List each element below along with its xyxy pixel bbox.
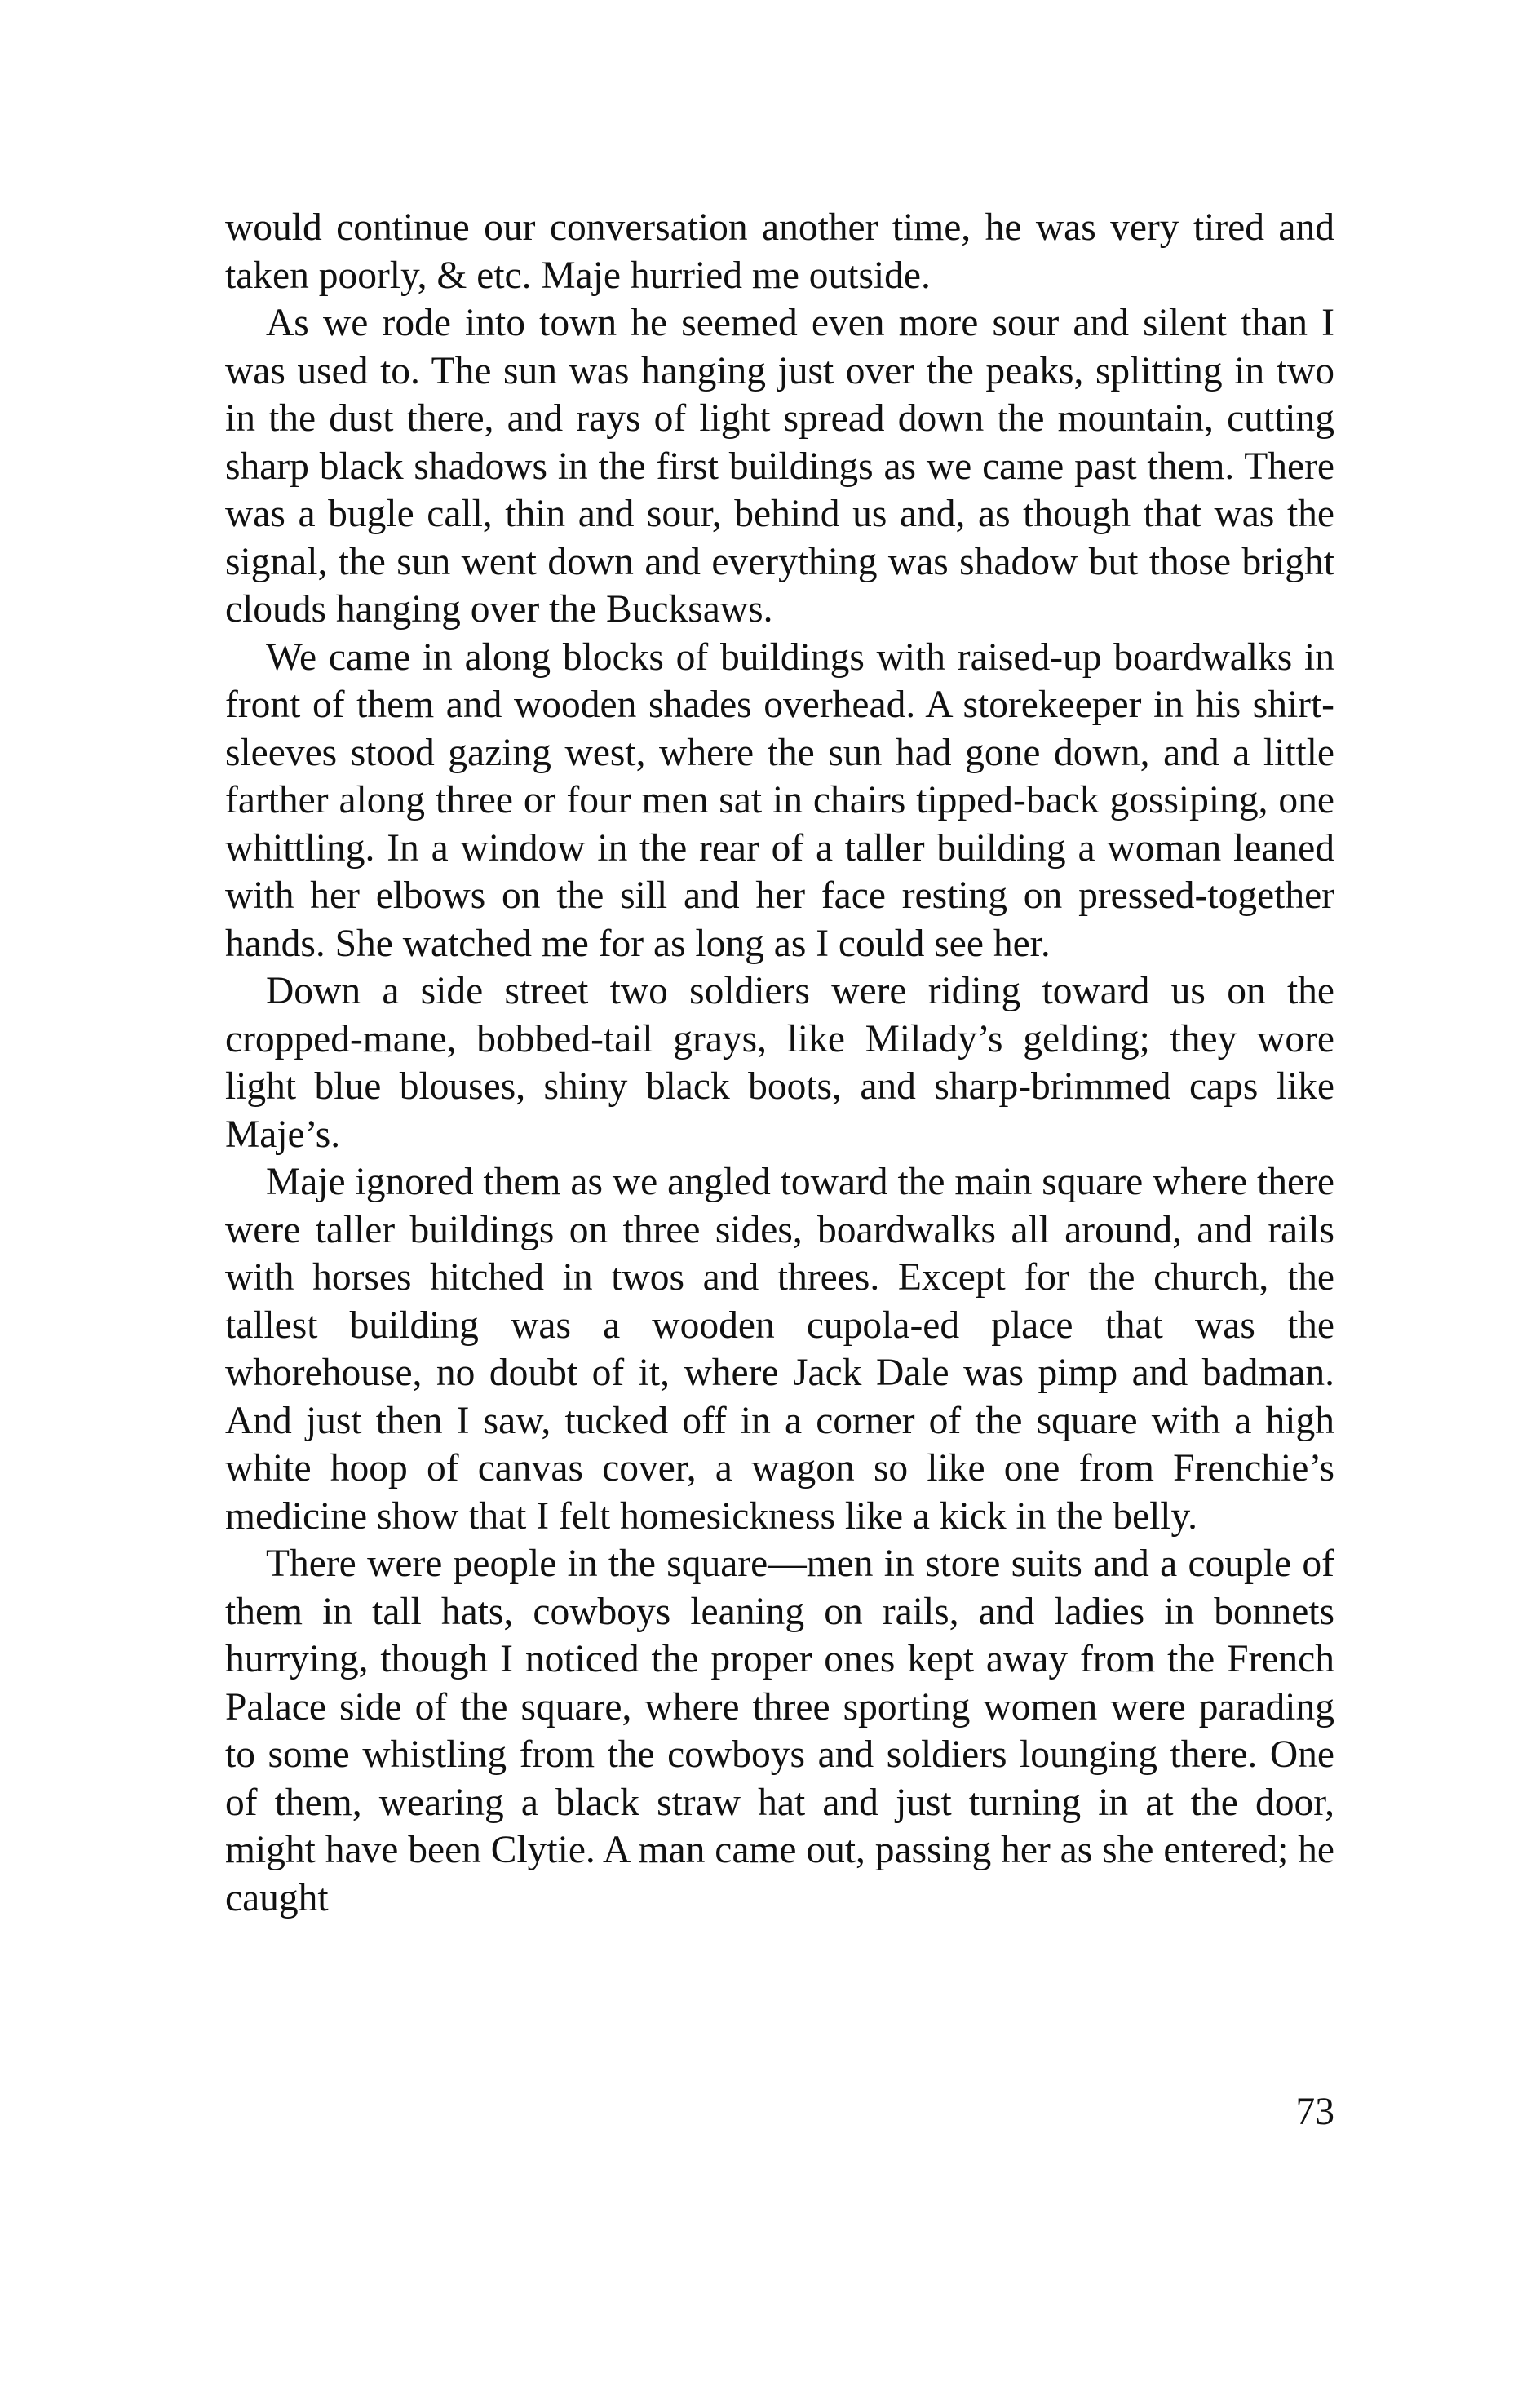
paragraph-1: would continue our conversation another time, he was very tired and taken poorly, & etc. Maje hurried me outside. [225,206,1334,297]
paragraph-3: We came in along blocks of buildings with raised-up boardwalks in front of them and wooden shades overhead. A storekeeper in his shirt-sleeves stood gazing west, where the sun had gone down, and a little farther along three or four men sat in chairs tipped-back gossiping, one whittling. In a window in the rear of a taller building a woman leaned with her elbows on the sill and her face resting on pressed-together hands. She watched me for as long as I could see her. [225,635,1334,965]
paragraph-2: As we rode into town he seemed even more sour and silent than I was used to. The sun was hanging just over the peaks, splitting in two in the dust there, and rays of light spread down the mountain, cutting sharp black shadows in the first buildings as we came past them. There was a bugle call, thin and sour, behind us and, as though that was the signal, the sun went down and everything was shadow but those bright clouds hanging over the Bucksaws. [225,302,1334,631]
paragraph-5: Maje ignored them as we angled toward the main square where there were taller buildings on three sides, boardwalks all around, and rails with horses hitched in twos and threes. Except for the church, the tallest building was a wooden cupola-ed place that was the whorehouse, no doubt of it, where Jack Dale was pimp and badman. And just then I saw, tucked off in a corner of the square with a high white hoop of canvas cover, a wagon so like one from Frenchie’s medicine show that I felt homesickness like a kick in the belly. [225,1161,1334,1538]
paragraph-6: There were people in the square—men in store suits and a couple of them in tall hats, cowboys leaning on rails, and ladies in bonnets hurrying, though I noticed the proper ones kept away from the French Palace side of the square, where three sporting women were parading to some whistling from the cowboys and soldiers lounging there. One of them, wearing a black straw hat and just turning in at the door, might have been Clytie. A man came out, passing her as she entered; he caught [225,1543,1334,1919]
page-body [225,204,1334,1922]
paragraph-4: Down a side street two soldiers were riding toward us on the cropped-mane, bobbed-tail grays, like Milady’s gelding; they wore light blue blouses, shiny black boots, and sharp-brimmed caps like Maje’s. [225,970,1334,1156]
page-number: 73 [1295,2091,1334,2133]
